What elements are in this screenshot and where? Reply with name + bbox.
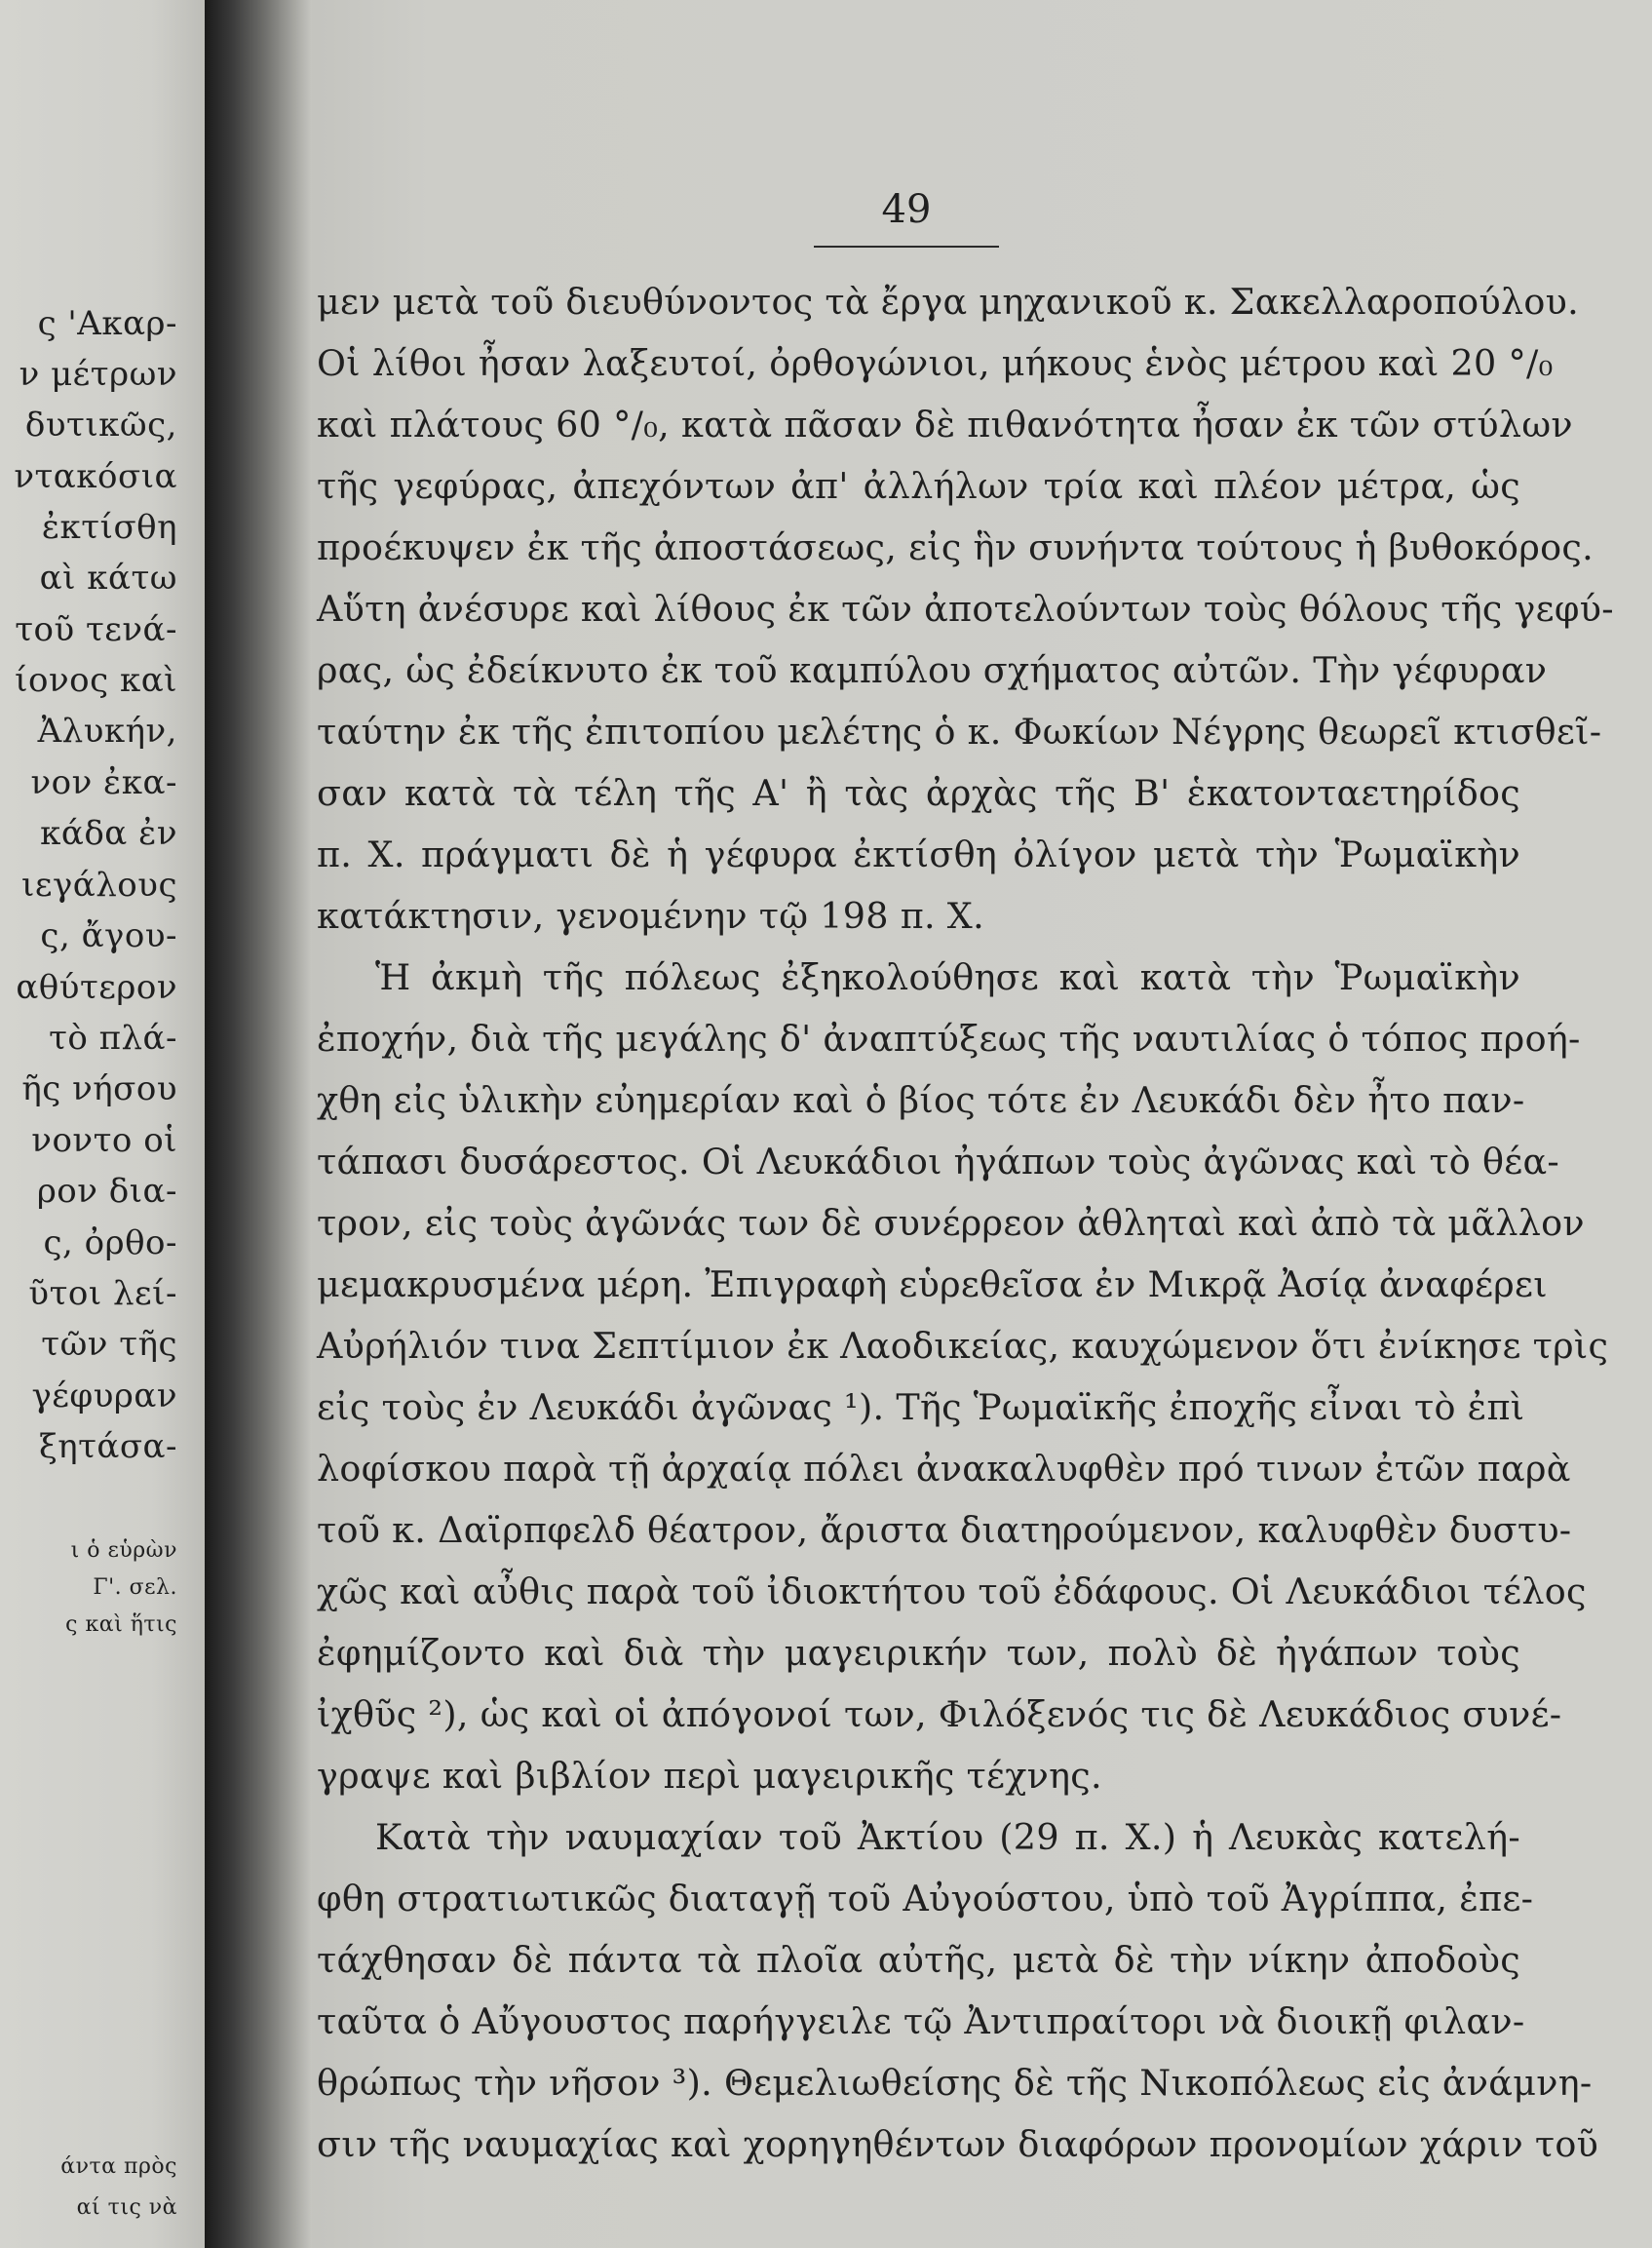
left-line: δυτικῶς, — [24, 406, 177, 445]
left-line: τοῦ τενά- — [15, 610, 177, 649]
left-facing-page — [0, 0, 216, 2248]
body-line: ταύτην ἐκ τῆς ἐπιτοπίου μελέτης ὁ κ. Φωκίων Νέγρης θεωρεῖ κτισθεῖ- — [317, 711, 1602, 753]
body-line: χῶς καὶ αὖθις παρὰ τοῦ ἰδιοκτήτου τοῦ ἐδάφους. Οἱ Λευκάδιοι τέλος — [317, 1570, 1587, 1612]
body-line: τάχθησαν δὲ πάντα τὰ πλοῖα αὐτῆς, μετὰ δὲ τὴν νίκην ἀποδοὺς — [317, 1939, 1520, 1981]
left-line: ιεγάλους — [21, 866, 177, 905]
left-line: νοντο οἱ — [31, 1121, 177, 1160]
left-line: ς, ὀρθο- — [43, 1223, 177, 1262]
body-line: Κατὰ τὴν ναυμαχίαν τοῦ Ἀκτίου (29 π. Χ.) ἡ Λευκὰς κατελή- — [375, 1816, 1520, 1858]
left-line: ν μέτρων — [19, 355, 177, 394]
left-line: Ἀλυκήν, — [37, 712, 177, 751]
body-line: σαν κατὰ τὰ τέλη τῆς Α' ἢ τὰς ἀρχὰς τῆς Β' ἑκατονταετηρίδος — [317, 772, 1520, 814]
left-footnote-line: άντα πρὸς — [60, 2154, 177, 2179]
body-line: Ἡ ἀκμὴ τῆς πόλεως ἐξηκολούθησε καὶ κατὰ τὴν Ῥωμαϊκὴν — [375, 956, 1520, 998]
body-line: π. Χ. πράγματι δὲ ἡ γέφυρα ἐκτίσθη ὀλίγον μετὰ τὴν Ῥωμαϊκὴν — [317, 833, 1520, 875]
left-line: γέφυραν — [31, 1376, 177, 1415]
left-line: ρον δια- — [36, 1172, 177, 1211]
body-line: κατάκτησιν, γενομένην τῷ 198 π. Χ. — [317, 895, 984, 937]
left-line: τῶν τῆς — [41, 1325, 177, 1364]
book-gutter — [205, 0, 312, 2248]
body-line: Αὐρήλιόν τινα Σεπτίμιον ἐκ Λαοδικείας, καυχώμενον ὅτι ἐνίκησε τρὶς — [317, 1325, 1609, 1367]
left-footnote-line: ς καὶ ἥτις — [65, 1612, 177, 1637]
body-line: ἐποχήν, διὰ τῆς μεγάλης δ' ἀναπτύξεως τῆς ναυτιλίας ὁ τόπος προή- — [317, 1018, 1581, 1060]
body-line: τάπασι δυσάρεστος. Οἱ Λευκάδιοι ἠγάπων τοὺς ἀγῶνας καὶ τὸ θέα- — [317, 1141, 1560, 1182]
left-line: ς, ἄγου- — [40, 916, 177, 955]
page-number: 49 — [881, 187, 932, 232]
left-line: ῆς νήσου — [21, 1069, 177, 1108]
body-line: λοφίσκου παρὰ τῇ ἀρχαίᾳ πόλει ἀνακαλυφθὲν πρό τινων ἐτῶν παρὰ — [317, 1448, 1571, 1490]
body-line: ἐφημίζοντο καὶ διὰ τὴν μαγειρικήν των, πολὺ δὲ ἠγάπων τοὺς — [317, 1632, 1520, 1674]
body-line: ταῦτα ὁ Αὔγουστος παρήγγειλε τῷ Ἀντιπραίτορι νὰ διοικῇ φιλαν- — [317, 2000, 1525, 2042]
body-line: Οἱ λίθοι ἦσαν λαξευτοί, ὀρθογώνιοι, μήκους ἑνὸς μέτρου καὶ 20 °/₀ — [317, 342, 1554, 384]
left-line: νον ἐκα- — [30, 763, 177, 802]
body-line: εἰς τοὺς ἐν Λευκάδι ἀγῶνας ¹). Τῆς Ῥωμαϊκῆς ἐποχῆς εἶναι τὸ ἐπὶ — [317, 1386, 1525, 1428]
left-line: κάδα ἐν — [40, 814, 177, 853]
left-footnote-line: αί τις νὰ — [76, 2195, 177, 2220]
left-line: αθύτερον — [16, 968, 177, 1007]
left-line: ντακόσια — [14, 457, 177, 496]
left-line: τὸ πλά- — [49, 1019, 177, 1058]
left-footnote-line: Γ'. σελ. — [93, 1575, 177, 1600]
body-line: τρον, εἰς τοὺς ἀγῶνάς των δὲ συνέρρεον ἀθληταὶ καὶ ἀπὸ τὰ μᾶλλον — [317, 1202, 1585, 1244]
body-line: γραψε καὶ βιβλίον περὶ μαγειρικῆς τέχνης. — [317, 1755, 1102, 1797]
body-line: ἰχθῦς ²), ὡς καὶ οἱ ἀπόγονοί των, Φιλόξενός τις δὲ Λευκάδιος συνέ- — [317, 1693, 1562, 1735]
left-footnote-line: ι ὁ εὑρὼν — [70, 1538, 177, 1563]
body-line: μεν μετὰ τοῦ διευθύνοντος τὰ ἔργα μηχανικοῦ κ. Σακελλαροπούλου. — [317, 281, 1580, 323]
body-line: τοῦ κ. Δαϊρπφελδ θέατρον, ἄριστα διατηρούμενον, καλυφθὲν δυστυ- — [317, 1509, 1572, 1551]
body-line: καὶ πλάτους 60 °/₀, κατὰ πᾶσαν δὲ πιθανότητα ἦσαν ἐκ τῶν στύλων — [317, 404, 1573, 446]
left-line: ς 'Ακαρ- — [37, 304, 177, 343]
left-line: ἐκτίσθη — [41, 508, 177, 547]
body-line: μεμακρυσμένα μέρη. Ἐπιγραφὴ εὑρεθεῖσα ἐν Μικρᾷ Ἀσίᾳ ἀναφέρει — [317, 1263, 1548, 1305]
body-line: χθη εἰς ὑλικὴν εὐημερίαν καὶ ὁ βίος τότε ἐν Λευκάδι δὲν ἦτο παν- — [317, 1079, 1525, 1121]
left-line: ίονος καὶ — [15, 661, 177, 700]
body-line: φθη στρατιωτικῶς διαταγῇ τοῦ Αὐγούστου, ὑπὸ τοῦ Ἀγρίππα, ἐπε- — [317, 1878, 1534, 1919]
page-number-rule — [814, 246, 999, 248]
body-line: θρώπως τὴν νῆσον ³). Θεμελιωθείσης δὲ τῆς Νικοπόλεως εἰς ἀνάμνη- — [317, 2062, 1593, 2104]
body-line: σιν τῆς ναυμαχίας καὶ χορηγηθέντων διαφόρων προνομίων χάριν τοῦ — [317, 2123, 1599, 2165]
body-line: τῆς γεφύρας, ἀπεχόντων ἀπ' ἀλλήλων τρία καὶ πλέον μέτρα, ὡς — [317, 465, 1520, 507]
left-line: ῦτοι λεί- — [28, 1274, 177, 1313]
body-line: Αὕτη ἀνέσυρε καὶ λίθους ἐκ τῶν ἀποτελούντων τοὺς θόλους τῆς γεφύ- — [317, 588, 1614, 630]
body-line: προέκυψεν ἐκ τῆς ἀποστάσεως, εἰς ἣν συνήντα τούτους ἡ βυθοκόρος. — [317, 526, 1594, 568]
body-line: ρας, ὡς ἐδείκνυτο ἐκ τοῦ καμπύλου σχήματος αὐτῶν. Τὴν γέφυραν — [317, 649, 1548, 691]
left-line: ξητάσα- — [38, 1427, 177, 1466]
left-line: αὶ κάτω — [39, 559, 177, 598]
